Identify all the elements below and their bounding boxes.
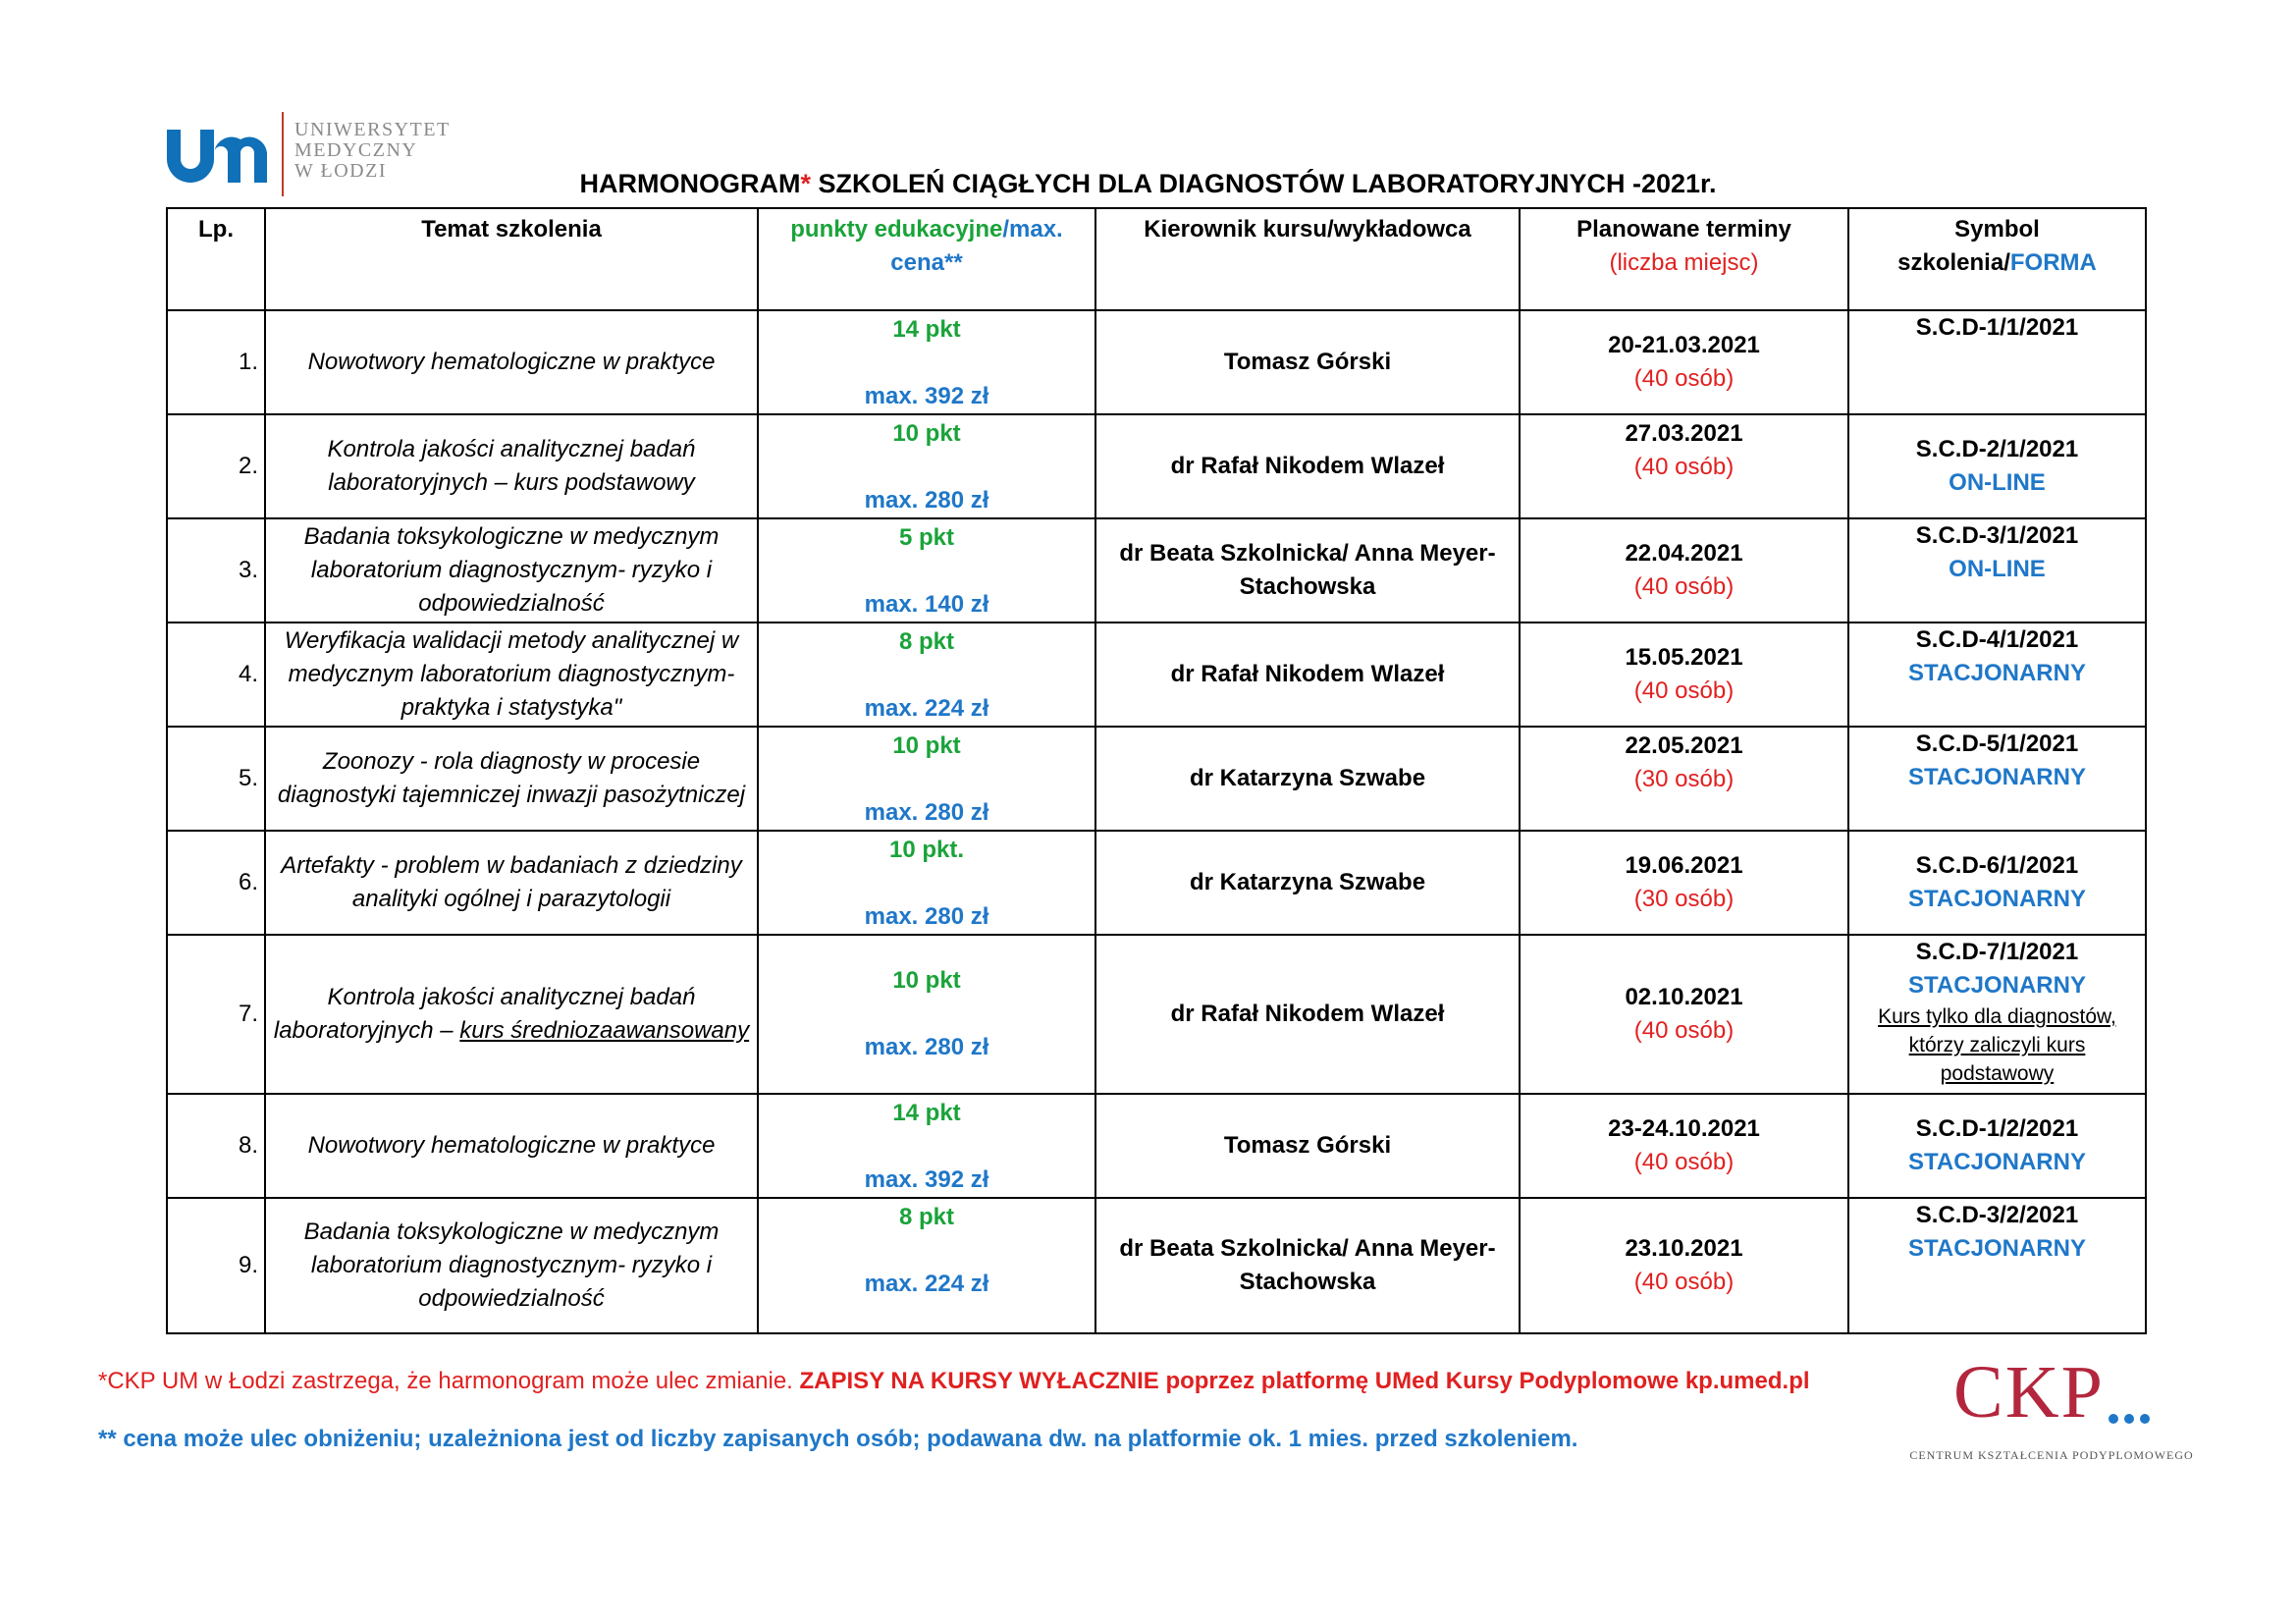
row-symbol — [1848, 1198, 2146, 1333]
row-topic-text: Kontrola jakości analitycznej badań laboratoryjnych – — [273, 984, 696, 1044]
row-note: Kurs tylko dla diagnostów, którzy zaliczyli kurs podstawowy — [1878, 1005, 2116, 1085]
row-date — [1520, 1198, 1848, 1333]
footer-note-1 — [98, 1368, 1810, 1395]
table-row — [167, 1094, 2146, 1198]
row-lecturer: dr Rafał Nikodem Wlazeł — [1095, 414, 1520, 518]
row-lecturer: Tomasz Górski — [1095, 310, 1520, 414]
row-price: max. 280 zł — [864, 487, 989, 514]
row-points-value: 8 pkt — [898, 628, 954, 655]
um-logo-line: MEDYCZNY — [294, 139, 418, 161]
row-form: STACJONARNY — [1908, 1235, 2086, 1262]
row-points — [758, 518, 1095, 623]
row-symbol — [1848, 831, 2146, 935]
row-topic: Zoonozy - rola diagnosty w procesie diagnostyki tajemniczej inwazji pasożytniczej — [265, 727, 758, 831]
title-part2: SZKOLEŃ CIĄGŁYCH DLA DIAGNOSTÓW LABORATORYJNYCH -2021r. — [810, 169, 1717, 198]
row-date — [1520, 414, 1848, 518]
row-points — [758, 727, 1095, 831]
row-points — [758, 1198, 1095, 1333]
row-lp: 4. — [167, 623, 265, 727]
row-date — [1520, 727, 1848, 831]
row-lp: 3. — [167, 518, 265, 623]
row-points-value: 8 pkt — [898, 1204, 954, 1230]
table-row — [167, 310, 2146, 414]
row-points — [758, 1094, 1095, 1198]
page-title — [0, 169, 2296, 199]
row-form: STACJONARNY — [1908, 764, 2086, 790]
row-symbol-value: S.C.D-1/1/2021 — [1915, 314, 2079, 341]
row-price: max. 392 zł — [864, 1166, 989, 1193]
row-form: ON-LINE — [1949, 469, 2046, 496]
row-symbol — [1848, 727, 2146, 831]
ckp-logo-letters: CKP — [1953, 1351, 2105, 1434]
ckp-logo-dots — [2109, 1411, 2156, 1429]
row-price: max. 280 zł — [864, 1034, 989, 1060]
table-row — [167, 414, 2146, 518]
row-date-value: 19.06.2021 — [1625, 852, 1743, 879]
row-symbol — [1848, 1094, 2146, 1198]
row-date — [1520, 623, 1848, 727]
footer-note-1-plain: *CKP UM w Łodzi zastrzega, że harmonogram może ulec zmianie. — [98, 1368, 800, 1394]
header-points — [758, 208, 1095, 310]
row-form: STACJONARNY — [1908, 1149, 2086, 1175]
row-points-value: 5 pkt — [898, 524, 954, 551]
row-places: (40 osób) — [1633, 573, 1735, 600]
row-lecturer: dr Katarzyna Szwabe — [1095, 831, 1520, 935]
row-lecturer: Tomasz Górski — [1095, 1094, 1520, 1198]
row-price: max. 280 zł — [864, 903, 989, 930]
header-dates-sub: (liczba miejsc) — [1609, 249, 1759, 276]
row-date-value: 22.04.2021 — [1625, 540, 1743, 567]
row-lp: 2. — [167, 414, 265, 518]
row-symbol — [1848, 935, 2146, 1094]
row-places: (30 osób) — [1633, 886, 1735, 912]
row-symbol-value: S.C.D-4/1/2021 — [1915, 626, 2079, 653]
row-price: max. 224 zł — [864, 1271, 989, 1297]
footer-note-2: ** cena może ulec obniżeniu; uzależniona jest od liczby zapisanych osób; podawana dw. na platformie ok. 1 mies. przed szkoleniem. — [98, 1426, 1578, 1452]
row-points — [758, 623, 1095, 727]
row-symbol-value: S.C.D-5/1/2021 — [1915, 731, 2079, 757]
row-points-value: 14 pkt — [892, 1100, 961, 1126]
row-date-value: 20-21.03.2021 — [1608, 332, 1760, 358]
row-lecturer: dr Katarzyna Szwabe — [1095, 727, 1520, 831]
row-topic: Badania toksykologiczne w medycznym laboratorium diagnostycznym- ryzyko i odpowiedzialność — [265, 518, 758, 623]
header-topic: Temat szkolenia — [265, 208, 758, 310]
header-lecturer: Kierownik kursu/wykładowca — [1095, 208, 1520, 310]
table-row — [167, 727, 2146, 831]
row-topic: Nowotwory hematologiczne w praktyce — [265, 310, 758, 414]
table-row — [167, 831, 2146, 935]
row-lecturer: dr Rafał Nikodem Wlazeł — [1095, 935, 1520, 1094]
um-logo-line: W ŁODZI — [294, 160, 387, 182]
ckp-logo-subtitle: CENTRUM KSZTAŁCENIA PODYPLOMOWEGO — [1909, 1448, 2194, 1462]
row-symbol-value: S.C.D-3/1/2021 — [1915, 522, 2079, 549]
schedule-table — [166, 207, 2147, 1334]
header-dates-label: Planowane terminy — [1576, 216, 1791, 243]
row-points-value: 10 pkt. — [888, 837, 965, 863]
row-symbol-value: S.C.D-1/2/2021 — [1915, 1115, 2079, 1142]
row-symbol-value: S.C.D-3/2/2021 — [1915, 1202, 2079, 1228]
row-date — [1520, 831, 1848, 935]
row-points — [758, 310, 1095, 414]
row-topic — [265, 935, 758, 1094]
row-symbol-value: S.C.D-6/1/2021 — [1915, 852, 2079, 879]
row-lp: 9. — [167, 1198, 265, 1333]
row-date-value: 22.05.2021 — [1625, 732, 1743, 759]
row-symbol-value: S.C.D-7/1/2021 — [1915, 939, 2079, 965]
row-lp: 6. — [167, 831, 265, 935]
row-form: STACJONARNY — [1908, 886, 2086, 912]
table-header-row — [167, 208, 2146, 310]
row-symbol — [1848, 623, 2146, 727]
header-symbol-label: Symbol — [1954, 216, 2040, 243]
row-date-value: 23-24.10.2021 — [1608, 1115, 1760, 1142]
table-row — [167, 623, 2146, 727]
row-date-value: 27.03.2021 — [1625, 420, 1743, 447]
table-row — [167, 935, 2146, 1094]
row-places: (40 osób) — [1633, 365, 1735, 392]
ckp-logo — [1895, 1350, 2209, 1468]
row-places: (40 osób) — [1633, 454, 1735, 480]
table-row — [167, 1198, 2146, 1333]
row-date-value: 02.10.2021 — [1625, 984, 1743, 1010]
row-topic-underlined: kurs średniozaawansowany — [459, 1017, 750, 1044]
row-lp: 5. — [167, 727, 265, 831]
row-date — [1520, 518, 1848, 623]
title-star: * — [800, 169, 811, 198]
row-lecturer: dr Beata Szkolnicka/ Anna Meyer-Stachowska — [1095, 518, 1520, 623]
row-topic: Kontrola jakości analitycznej badań laboratoryjnych – kurs podstawowy — [265, 414, 758, 518]
row-form: STACJONARNY — [1908, 660, 2086, 686]
row-symbol-value: S.C.D-2/1/2021 — [1915, 436, 2079, 462]
header-symbol — [1848, 208, 2146, 310]
row-symbol — [1848, 518, 2146, 623]
row-places: (40 osób) — [1633, 677, 1735, 704]
row-price: max. 224 zł — [864, 695, 989, 722]
header-lp: Lp. — [167, 208, 265, 310]
row-lecturer: dr Beata Szkolnicka/ Anna Meyer-Stachowska — [1095, 1198, 1520, 1333]
row-topic: Nowotwory hematologiczne w praktyce — [265, 1094, 758, 1198]
row-lp: 7. — [167, 935, 265, 1094]
header-points-sep: / — [1002, 216, 1010, 243]
row-date-value: 23.10.2021 — [1625, 1235, 1743, 1262]
row-lecturer: dr Rafał Nikodem Wlazeł — [1095, 623, 1520, 727]
row-points-value: 10 pkt — [892, 420, 961, 447]
row-points-value: 14 pkt — [892, 316, 961, 343]
row-points-value: 10 pkt — [892, 967, 961, 994]
row-date-value: 15.05.2021 — [1625, 644, 1743, 671]
row-price: max. 392 zł — [864, 383, 989, 409]
title-part1: HARMONOGRAM — [579, 169, 801, 198]
row-points — [758, 935, 1095, 1094]
row-lp: 1. — [167, 310, 265, 414]
row-places: (40 osób) — [1633, 1149, 1735, 1175]
header-points-label: punkty edukacyjne — [790, 216, 1003, 243]
row-date — [1520, 935, 1848, 1094]
header-symbol-form: FORMA — [2009, 249, 2097, 276]
row-places: (40 osób) — [1633, 1017, 1735, 1044]
header-price-label: max. cena** — [890, 216, 1063, 276]
table-row — [167, 518, 2146, 623]
row-symbol — [1848, 414, 2146, 518]
row-places: (30 osób) — [1633, 766, 1735, 792]
row-form: STACJONARNY — [1908, 972, 2086, 999]
um-logo-line: UNIWERSYTET — [294, 119, 451, 140]
row-date — [1520, 1094, 1848, 1198]
row-points — [758, 831, 1095, 935]
row-places: (40 osób) — [1633, 1269, 1735, 1295]
row-form: ON-LINE — [1949, 556, 2046, 582]
row-lp: 8. — [167, 1094, 265, 1198]
row-price: max. 140 zł — [864, 591, 989, 618]
row-date — [1520, 310, 1848, 414]
row-symbol — [1848, 310, 2146, 414]
footer-note-1-bold: ZAPISY NA KURSY WYŁACZNIE poprzez platformę UMed Kursy Podyplomowe kp.umed.pl — [799, 1368, 1810, 1394]
header-symbol-sub: szkolenia/ — [1897, 249, 2010, 276]
header-dates — [1520, 208, 1848, 310]
row-points — [758, 414, 1095, 518]
row-topic: Artefakty - problem w badaniach z dziedziny analityki ogólnej i parazytologii — [265, 831, 758, 935]
row-topic: Badania toksykologiczne w medycznym laboratorium diagnostycznym- ryzyko i odpowiedzialność — [265, 1198, 758, 1333]
row-price: max. 280 zł — [864, 799, 989, 826]
row-points-value: 10 pkt — [892, 732, 961, 759]
row-topic: Weryfikacja walidacji metody analitycznej w medycznym laboratorium diagnostycznym- praktyka i statystyka" — [265, 623, 758, 727]
